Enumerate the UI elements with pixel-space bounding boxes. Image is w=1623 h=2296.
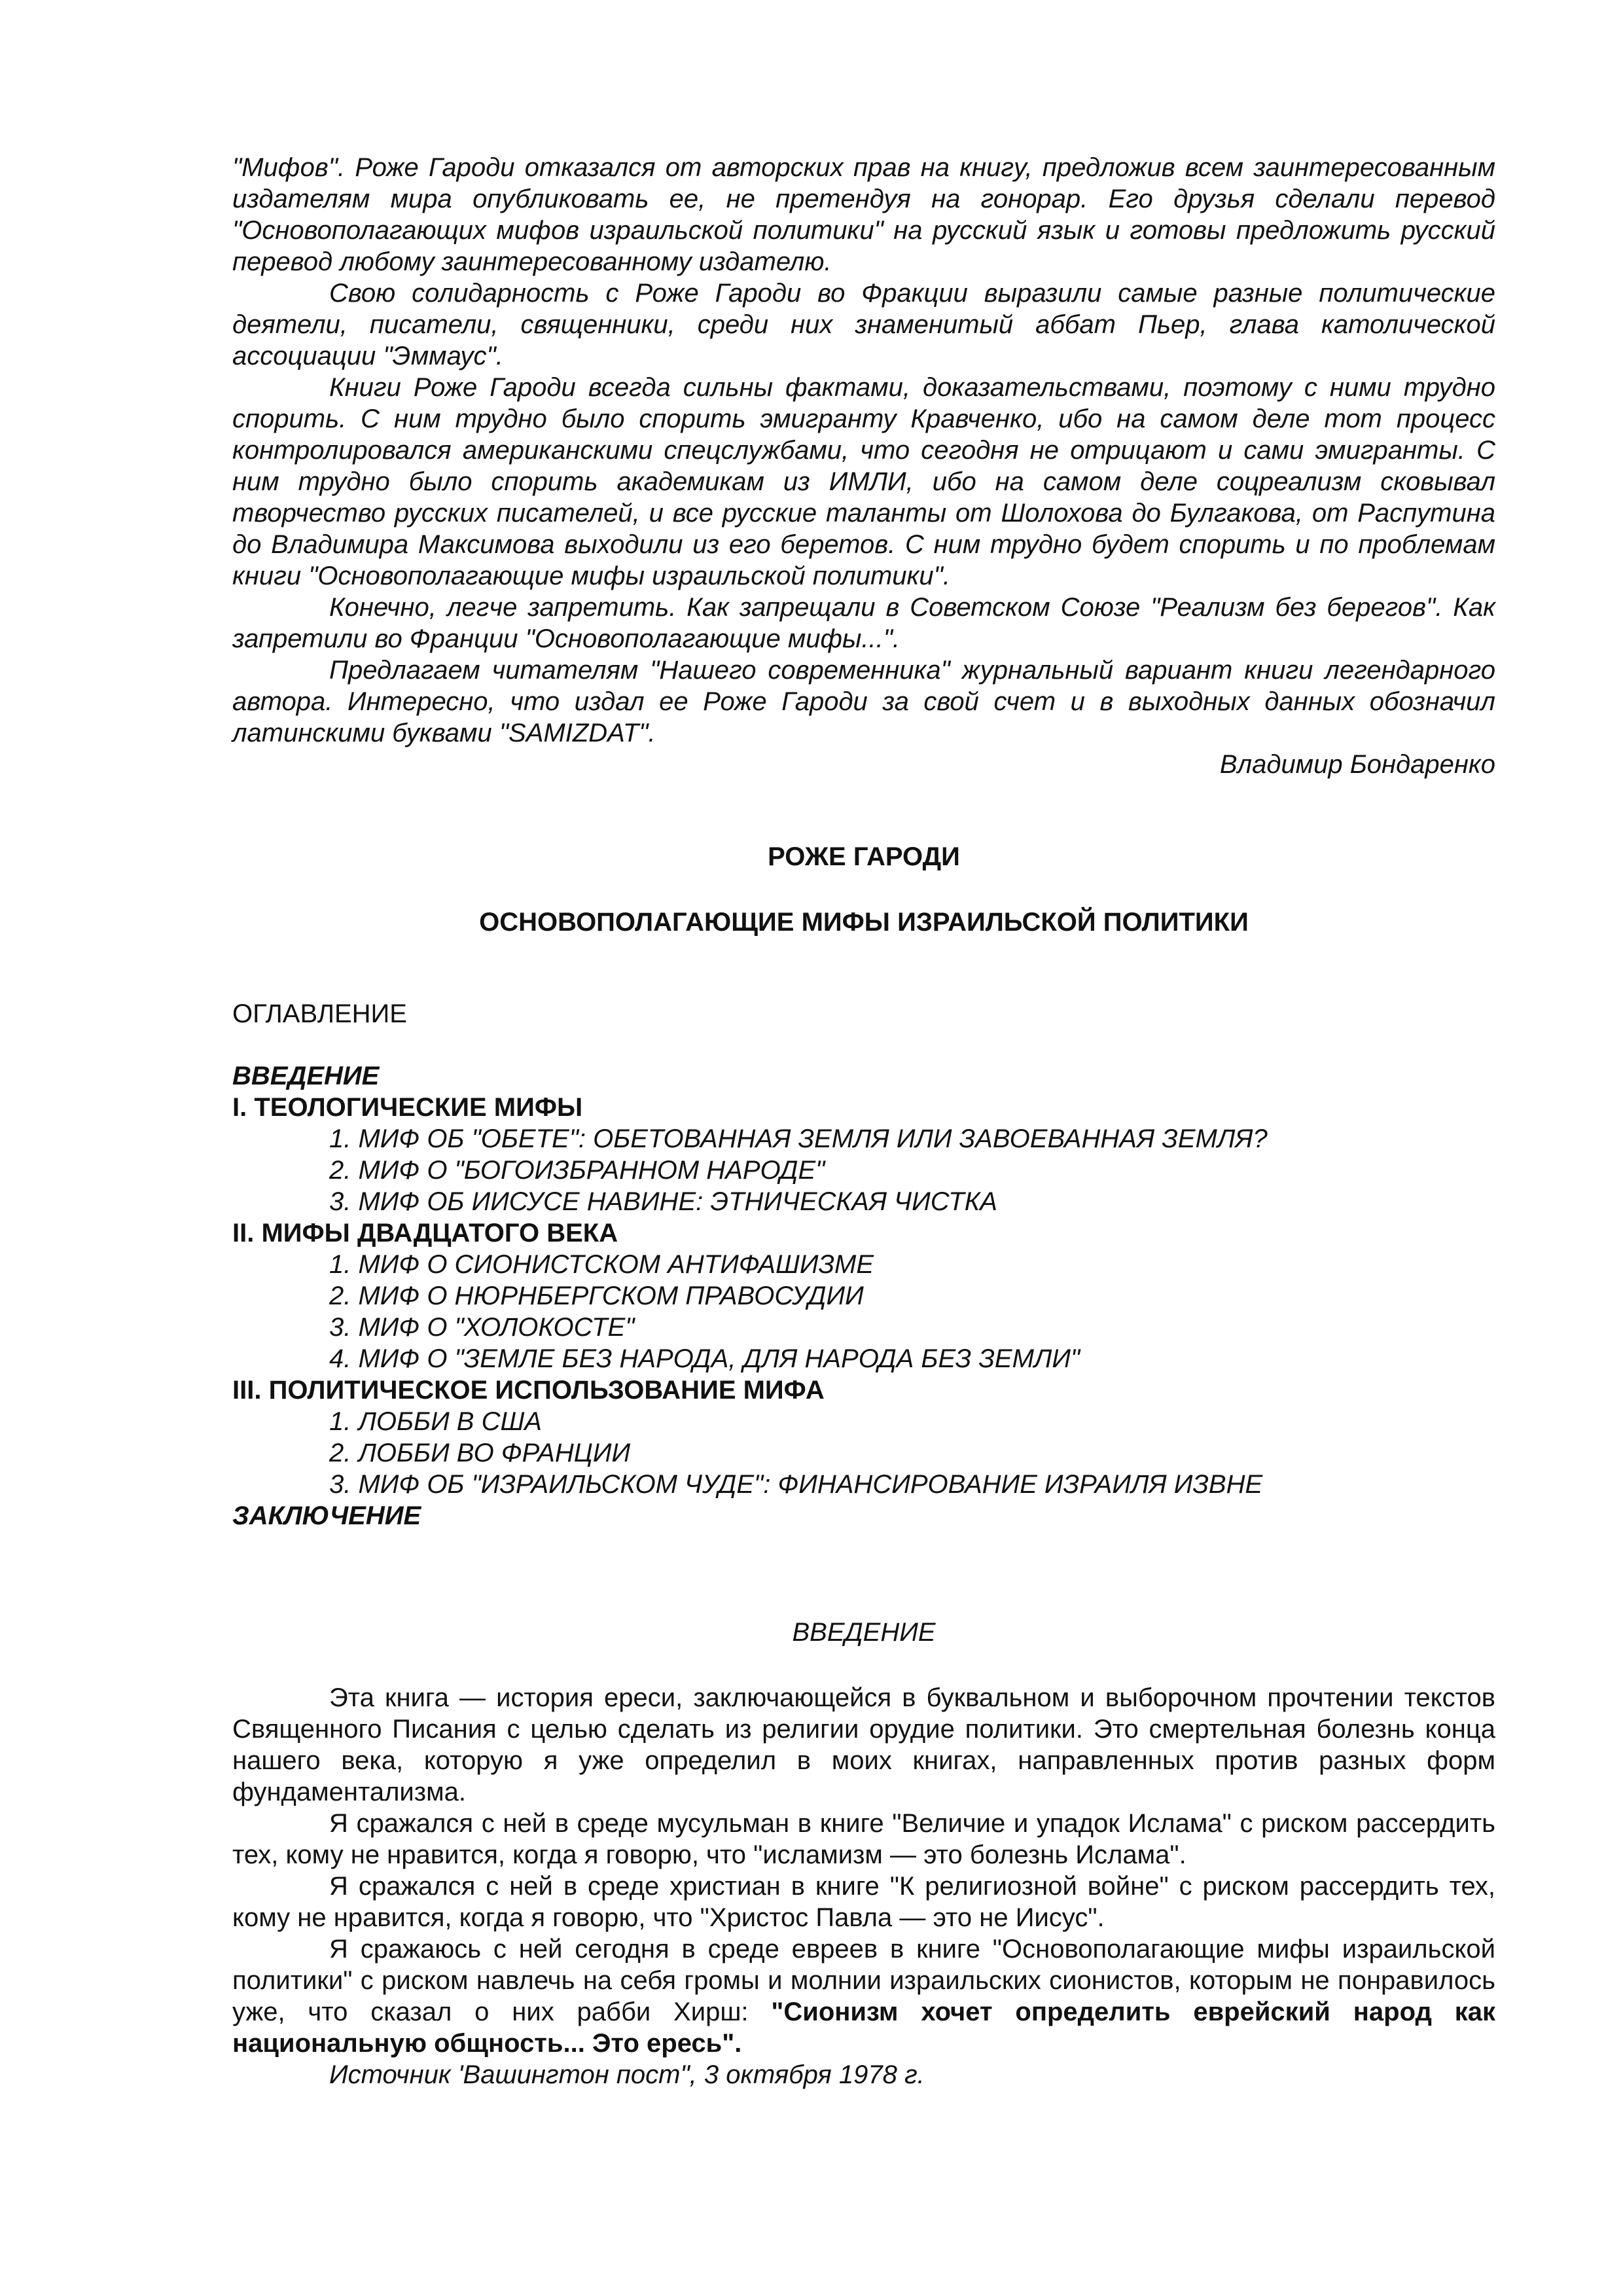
toc-item: 3. МИФ О "ХОЛОКОСТЕ" <box>329 1313 635 1342</box>
preface-paragraph-2: Свою солидарность с Роже Гароди во Фракции выразили самые разные политические деятели, писатели, священники, среди них знаменитый аббат Пьер, глава католической ассоциации "Эммаус". <box>232 279 1495 370</box>
toc-part-1: I. ТЕОЛОГИЧЕСКИЕ МИФЫ <box>232 1093 583 1122</box>
toc-item: 2. МИФ О "БОГОИЗБРАННОМ НАРОДЕ" <box>329 1156 825 1185</box>
toc-part-3: III. ПОЛИТИЧЕСКОЕ ИСПОЛЬЗОВАНИЕ МИФА <box>232 1376 825 1405</box>
toc-part-2: II. МИФЫ ДВАДЦАТОГО ВЕКА <box>232 1219 618 1247</box>
preface-paragraph-4: Конечно, легче запретить. Как запрещали в Советском Союзе "Реализм без берегов". Как запретили во Франции "Основополагающие мифы...". <box>232 593 1495 653</box>
introduction-paragraph-1: Эта книга — история ереси, заключающейся в буквальном и выборочном прочтении текстов Священного Писания с целью сделать из религии орудие политики. Это смертельная болезнь конца нашего века, которую я уже определил в моих книгах, направленных против разных форм фундаментализма. <box>232 1683 1495 1806</box>
introduction-paragraph-4-text: Я сражаюсь с ней сегодня в среде евреев в книге "Основополагающие мифы израильской политики" с риском навлечь на себя громы и молнии израильских сионистов, которым не понравилось уже, что сказал о них рабби Хирш: <box>232 1935 1495 2026</box>
introduction-paragraph-3: Я сражался с ней в среде христиан в книге "К религиозной войне" с риском рассердить тех, кому не нравится, когда я говорю, что "Христос Павла — это не Иисус". <box>232 1872 1495 1932</box>
preface-paragraph-3: Книги Роже Гароди всегда сильны фактами, доказательствами, поэтому с ними трудно спорить. С ним трудно было спорить эмигранту Кравченко, ибо на самом деле тот процесс контролировался американскими спецслужбами, что сегодня не отрицают и сами эмигранты. С ним трудно было спорить академикам из ИМЛИ, ибо на самом деле соцреализм сковывал творчество русских писателей, и все русские таланты от Шолохова до Булгакова, от Распутина до Владимира Максимова выходили из его беретов. С ним трудно будет спорить и по проблемам книги "Основополагающие мифы израильской политики". <box>232 373 1495 590</box>
book-author: РОЖЕ ГАРОДИ <box>768 842 960 871</box>
toc-item: 3. МИФ ОБ "ИЗРАИЛЬСКОМ ЧУДЕ": ФИНАНСИРОВАНИЕ ИЗРАИЛЯ ИЗВНЕ <box>329 1470 1263 1499</box>
toc-item: 2. МИФ О НЮРНБЕРГСКОМ ПРАВОСУДИИ <box>329 1282 864 1310</box>
hirsch-quote: "Сионизм хочет определить еврейский народ как национальную общность... Это ересь". <box>232 1998 1495 2058</box>
preface-paragraph-1: "Мифов". Роже Гароди отказался от авторских прав на книгу, предложив всем заинтересованным издателям мира опубликовать ее, не претендуя на гонорар. Его друзья сделали перевод "Основополагающих мифов израильской политики" на русский язык и готовы предложить русский перевод любому заинтересованному издателю. <box>232 153 1495 276</box>
toc-item: 4. МИФ О "ЗЕМЛЕ БЕЗ НАРОДА, ДЛЯ НАРОДА БЕЗ ЗЕМЛИ" <box>329 1344 1080 1373</box>
book-title: ОСНОВОПОЛАГАЮЩИЕ МИФЫ ИЗРАИЛЬСКОЙ ПОЛИТИКИ <box>479 908 1249 937</box>
preface-paragraph-5: Предлагаем читателям "Нашего современника" журнальный вариант книги легендарного автора. Интересно, что издал ее Роже Гароди за свой счет и в выходных данных обозначил латинскими буквами "SAMIZDAT". <box>232 656 1495 747</box>
introduction-body <box>232 1682 1495 2090</box>
introduction-heading: ВВЕДЕНИЕ <box>792 1618 936 1647</box>
introduction-paragraph-2: Я сражался с ней в среде мусульман в книге "Величие и упадок Ислама" с риском рассердить тех, кому не нравится, когда я говорю, что "исламизм — это болезнь Ислама". <box>232 1809 1495 1869</box>
table-of-contents <box>232 1060 1495 1532</box>
toc-item: 1. МИФ ОБ "ОБЕТЕ": ОБЕТОВАННАЯ ЗЕМЛЯ ИЛИ ЗАВОЕВАННАЯ ЗЕМЛЯ? <box>329 1124 1268 1153</box>
toc-conclusion: ЗАКЛЮЧЕНИЕ <box>232 1501 421 1530</box>
toc-item: 1. МИФ О СИОНИСТСКОМ АНТИФАШИЗМЕ <box>329 1250 874 1279</box>
toc-item: 3. МИФ ОБ ИИСУСЕ НАВИНЕ: ЭТНИЧЕСКАЯ ЧИСТКА <box>329 1187 997 1216</box>
toc-heading: ОГЛАВЛЕНИЕ <box>232 999 407 1028</box>
preface-signature: Владимир Бондаренко <box>1219 750 1495 779</box>
toc-item: 2. ЛОББИ ВО ФРАНЦИИ <box>329 1439 631 1467</box>
source-citation: Источник 'Вашингтон пост", 3 октября 1978 г. <box>329 2060 925 2089</box>
preface <box>232 152 1495 780</box>
toc-intro: ВВЕДЕНИЕ <box>232 1062 380 1090</box>
toc-item: 1. ЛОББИ В США <box>329 1407 542 1436</box>
introduction-paragraph-4 <box>232 1933 1495 2059</box>
